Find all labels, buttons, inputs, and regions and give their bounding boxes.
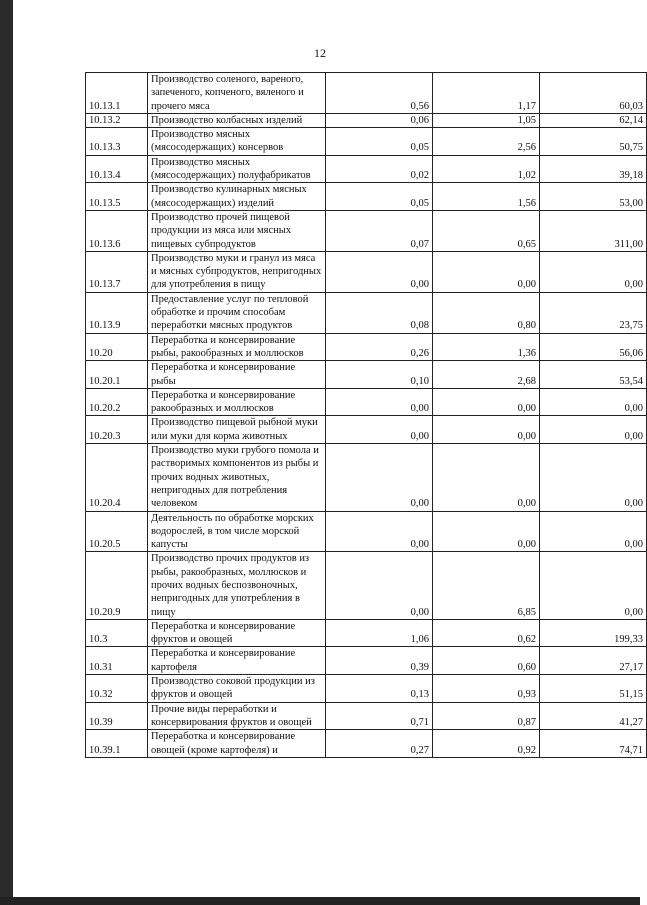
row-name: Переработка и консервирование рыбы, ракообразных и моллюсков (148, 333, 326, 361)
row-value-1: 0,00 (326, 251, 433, 292)
row-value-2: 1,02 (433, 155, 540, 183)
row-value-3: 41,27 (540, 702, 647, 730)
row-name: Переработка и консервирование рыбы (148, 361, 326, 389)
row-name: Переработка и консервирование ракообразных и моллюсков (148, 388, 326, 416)
table-row (86, 619, 647, 647)
row-value-2: 0,93 (433, 675, 540, 703)
row-name: Производство соковой продукции из фруктов и овощей (148, 675, 326, 703)
row-value-2: 6,85 (433, 552, 540, 619)
table-body (86, 73, 647, 758)
row-code: 10.13.1 (86, 73, 148, 114)
row-value-2: 0,00 (433, 388, 540, 416)
row-code: 10.31 (86, 647, 148, 675)
table-row (86, 73, 647, 114)
row-code: 10.13.9 (86, 292, 148, 333)
row-value-3: 0,00 (540, 388, 647, 416)
row-value-1: 0,00 (326, 416, 433, 444)
row-code: 10.13.6 (86, 210, 148, 251)
row-code: 10.20.5 (86, 511, 148, 552)
row-value-2: 0,00 (433, 511, 540, 552)
row-value-3: 60,03 (540, 73, 647, 114)
table-row (86, 361, 647, 389)
table-row (86, 702, 647, 730)
table-row (86, 552, 647, 619)
table-row (86, 388, 647, 416)
row-value-3: 0,00 (540, 552, 647, 619)
row-value-2: 0,00 (433, 416, 540, 444)
table-row (86, 675, 647, 703)
row-value-1: 0,26 (326, 333, 433, 361)
row-value-2: 1,17 (433, 73, 540, 114)
row-name: Предоставление услуг по тепловой обработке и прочим способам переработки мясных продуктов (148, 292, 326, 333)
row-value-1: 0,00 (326, 388, 433, 416)
row-value-1: 0,02 (326, 155, 433, 183)
row-name: Переработка и консервирование фруктов и овощей (148, 619, 326, 647)
row-value-2: 0,62 (433, 619, 540, 647)
row-code: 10.13.2 (86, 113, 148, 127)
table-row (86, 292, 647, 333)
row-code: 10.13.7 (86, 251, 148, 292)
row-name: Производство прочих продуктов из рыбы, ракообразных, моллюсков и прочих водных беспозвоночных, непригодных для употребления в пищу (148, 552, 326, 619)
row-value-2: 0,60 (433, 647, 540, 675)
table-row (86, 416, 647, 444)
table-row (86, 730, 647, 758)
row-name: Производство муки грубого помола и растворимых компонентов из рыбы и прочих водных животных, непригодных для потребления человеком (148, 444, 326, 511)
row-value-2: 2,56 (433, 128, 540, 156)
row-value-2: 0,00 (433, 444, 540, 511)
data-table (85, 72, 647, 758)
row-value-2: 0,00 (433, 251, 540, 292)
row-code: 10.3 (86, 619, 148, 647)
row-value-1: 0,13 (326, 675, 433, 703)
table-row (86, 647, 647, 675)
row-code: 10.20.9 (86, 552, 148, 619)
table-row (86, 511, 647, 552)
row-value-1: 0,05 (326, 128, 433, 156)
row-code: 10.39 (86, 702, 148, 730)
row-code: 10.32 (86, 675, 148, 703)
row-value-1: 0,00 (326, 444, 433, 511)
row-name: Производство муки и гранул из мяса и мясных субпродуктов, непригодных для употребления в пищу (148, 251, 326, 292)
row-name: Деятельность по обработке морских водорослей, в том числе морской капусты (148, 511, 326, 552)
table-row (86, 113, 647, 127)
scan-left-edge (0, 0, 13, 905)
row-value-3: 311,00 (540, 210, 647, 251)
row-value-1: 0,00 (326, 511, 433, 552)
row-value-3: 50,75 (540, 128, 647, 156)
row-value-1: 0,05 (326, 183, 433, 211)
row-value-2: 1,05 (433, 113, 540, 127)
row-value-3: 74,71 (540, 730, 647, 758)
row-name: Производство кулинарных мясных (мясосодержащих) изделий (148, 183, 326, 211)
row-name: Производство прочей пищевой продукции из мяса или мясных пищевых субпродуктов (148, 210, 326, 251)
row-value-2: 0,80 (433, 292, 540, 333)
row-value-3: 0,00 (540, 444, 647, 511)
row-value-1: 0,39 (326, 647, 433, 675)
row-code: 10.20.3 (86, 416, 148, 444)
row-value-1: 0,27 (326, 730, 433, 758)
row-value-1: 0,07 (326, 210, 433, 251)
row-value-3: 27,17 (540, 647, 647, 675)
table-row (86, 128, 647, 156)
row-code: 10.13.4 (86, 155, 148, 183)
row-code: 10.20.4 (86, 444, 148, 511)
row-code: 10.20 (86, 333, 148, 361)
table-row (86, 444, 647, 511)
row-value-2: 1,56 (433, 183, 540, 211)
row-name: Производство соленого, вареного, запеченого, копченого, вяленого и прочего мяса (148, 73, 326, 114)
row-value-2: 1,36 (433, 333, 540, 361)
row-value-2: 0,87 (433, 702, 540, 730)
row-value-3: 0,00 (540, 511, 647, 552)
row-value-2: 0,92 (433, 730, 540, 758)
row-value-3: 199,33 (540, 619, 647, 647)
row-value-3: 62,14 (540, 113, 647, 127)
row-name: Переработка и консервирование картофеля (148, 647, 326, 675)
row-value-3: 53,54 (540, 361, 647, 389)
row-value-3: 51,15 (540, 675, 647, 703)
page-number: 12 (314, 46, 326, 60)
row-code: 10.39.1 (86, 730, 148, 758)
row-value-3: 53,00 (540, 183, 647, 211)
row-value-1: 0,71 (326, 702, 433, 730)
table-row (86, 183, 647, 211)
row-value-3: 23,75 (540, 292, 647, 333)
row-value-1: 0,08 (326, 292, 433, 333)
row-name: Прочие виды переработки и консервирования фруктов и овощей (148, 702, 326, 730)
row-name: Производство пищевой рыбной муки или муки для корма животных (148, 416, 326, 444)
row-value-2: 2,68 (433, 361, 540, 389)
row-name: Переработка и консервирование овощей (кроме картофеля) и (148, 730, 326, 758)
table-row (86, 251, 647, 292)
row-value-1: 0,06 (326, 113, 433, 127)
row-value-2: 0,65 (433, 210, 540, 251)
row-code: 10.20.2 (86, 388, 148, 416)
scan-bottom-edge (0, 897, 640, 905)
row-value-1: 1,06 (326, 619, 433, 647)
table-row (86, 155, 647, 183)
row-code: 10.13.5 (86, 183, 148, 211)
row-code: 10.20.1 (86, 361, 148, 389)
row-value-3: 39,18 (540, 155, 647, 183)
row-value-1: 0,00 (326, 552, 433, 619)
table-row (86, 333, 647, 361)
row-value-1: 0,10 (326, 361, 433, 389)
row-name: Производство колбасных изделий (148, 113, 326, 127)
row-code: 10.13.3 (86, 128, 148, 156)
row-value-3: 0,00 (540, 251, 647, 292)
row-value-1: 0,56 (326, 73, 433, 114)
table-row (86, 210, 647, 251)
row-name: Производство мясных (мясосодержащих) консервов (148, 128, 326, 156)
row-name: Производство мясных (мясосодержащих) полуфабрикатов (148, 155, 326, 183)
row-value-3: 56,06 (540, 333, 647, 361)
row-value-3: 0,00 (540, 416, 647, 444)
